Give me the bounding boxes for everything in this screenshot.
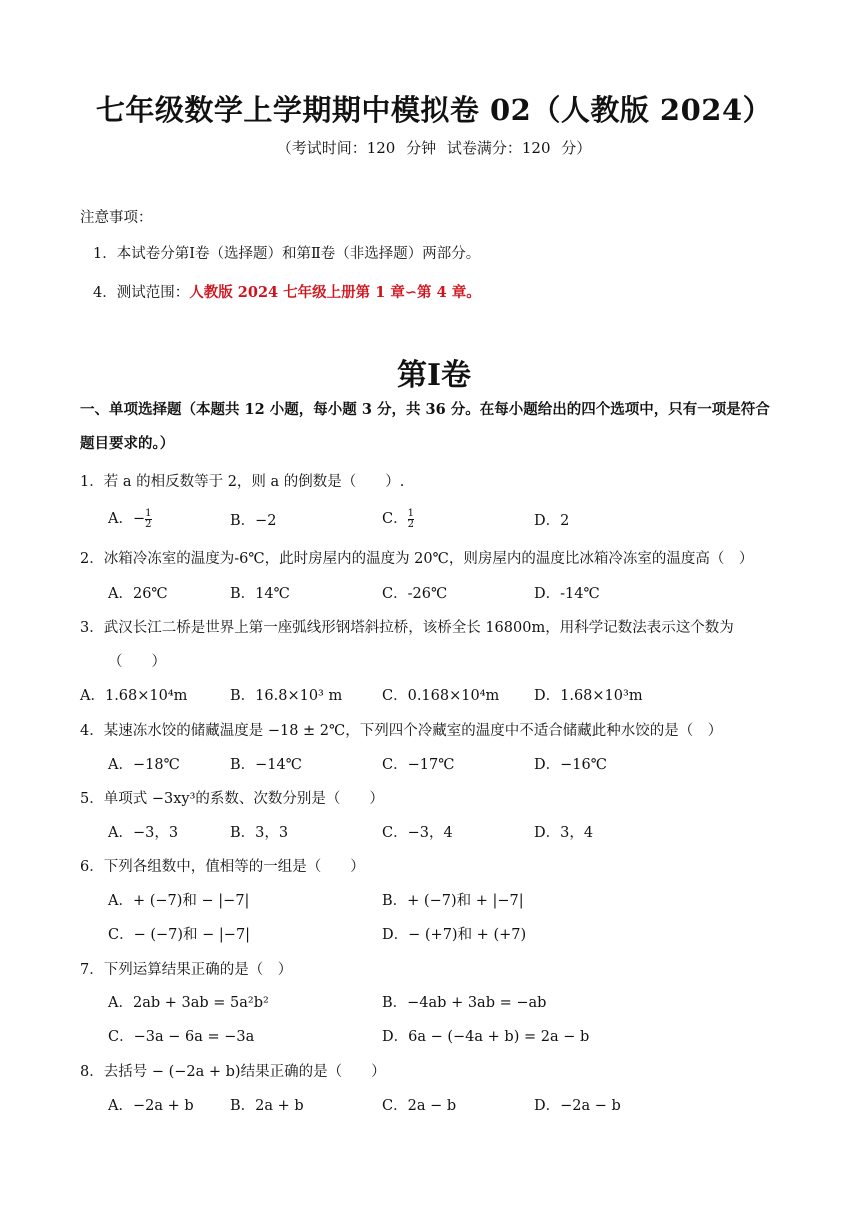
question-3-option-d: D．1.68×10³m xyxy=(534,688,643,704)
page-title: 七年级数学上学期期中模拟卷 02（人教版 2024） xyxy=(95,93,773,127)
question-1-option-a: A．− $\frac{1}{2}$ xyxy=(108,507,152,530)
question-6-option-b: B．+ (−7)和 + |−7| xyxy=(382,893,524,909)
question-7-option-c: C．−3a − 6a = −3a xyxy=(108,1029,255,1045)
question-4-stem: 4．某速冻水饺的储藏温度是 −18 ± 2℃，下列四个冷藏室的温度中不适合储藏此种水饺的是（ ） xyxy=(80,723,723,739)
question-4-option-b: B．−14℃ xyxy=(230,757,302,773)
part-heading-line1: 一、单项选择题（本题共 12 小题，每小题 3 分，共 36 分。在每小题给出的四个选项中，只有一项是符合 xyxy=(80,401,770,418)
question-3-stem-cont: （ ） xyxy=(108,654,166,670)
note-item-1: 1．本试卷分第Ⅰ卷（选择题）和第Ⅱ卷（非选择题）两部分。 xyxy=(93,246,481,262)
question-8-option-c: C．2a − b xyxy=(382,1098,457,1114)
question-1-option-d: D．2 xyxy=(534,513,570,529)
question-3-stem: 3．武汉长江二桥是世界上第一座弧线形钢塔斜拉桥，该桥全长 16800m，用科学记数法表示这个数为 xyxy=(80,620,734,636)
note-item-4 xyxy=(93,281,481,302)
question-4-option-d: D．−16℃ xyxy=(534,757,607,773)
fraction: $\frac{1}{2}$ xyxy=(407,507,414,530)
question-8-option-a: A．−2a + b xyxy=(108,1098,194,1114)
question-2-option-c: C．-26℃ xyxy=(382,586,448,602)
question-1-stem: 1．若 a 的相反数等于 2，则 a 的倒数是（ ）. xyxy=(80,474,405,490)
question-7-option-a: A．2ab + 3ab = 5a²b² xyxy=(108,995,269,1011)
test-range: 人教版 2024 七年级上册第 1 章∽第 4 章。 xyxy=(189,284,481,301)
section-title: 第Ⅰ卷 xyxy=(396,358,472,393)
note-item-4-prefix: 4．测试范围： xyxy=(93,285,190,301)
question-8-option-b: B．2a + b xyxy=(230,1098,304,1114)
question-8-option-d: D．−2a − b xyxy=(534,1098,621,1114)
question-1-option-c: C． $\frac{1}{2}$ xyxy=(382,507,414,530)
question-8-stem: 8．去括号 − (−2a + b)结果正确的是（ ） xyxy=(80,1064,386,1080)
question-4-option-c: C．−17℃ xyxy=(382,757,455,773)
exam-info: （考试时间：120 分钟 试卷满分：120 分） xyxy=(276,139,592,157)
question-7-stem: 7．下列运算结果正确的是（ ） xyxy=(80,962,293,978)
question-1-option-b: B．−2 xyxy=(230,513,277,529)
question-6-option-a: A．+ (−7)和 − |−7| xyxy=(108,893,250,909)
question-4-option-a: A．−18℃ xyxy=(108,757,180,773)
question-5-option-b: B．3，3 xyxy=(230,825,289,841)
question-3-option-a: A．1.68×10⁴m xyxy=(80,688,188,704)
question-2-stem: 2．冰箱冷冻室的温度为-6℃，此时房屋内的温度为 20℃，则房屋内的温度比冰箱冷冻室的温度高（ ） xyxy=(80,551,754,567)
question-6-option-c: C．− (−7)和 − |−7| xyxy=(108,927,251,943)
question-6-option-d: D．− (+7)和 + (+7) xyxy=(382,927,527,943)
question-7-option-b: B．−4ab + 3ab = −ab xyxy=(382,995,547,1011)
question-2-option-a: A．26℃ xyxy=(108,586,168,602)
part-heading-line2: 题目要求的。） xyxy=(80,435,175,452)
question-5-option-d: D．3，4 xyxy=(534,825,594,841)
question-3-option-b: B．16.8×10³ m xyxy=(230,688,343,704)
question-2-option-d: D．-14℃ xyxy=(534,586,600,602)
question-7-option-d: D．6a − (−4a + b) = 2a − b xyxy=(382,1029,590,1045)
fraction: $\frac{1}{2}$ xyxy=(145,507,152,530)
question-3-option-c: C．0.168×10⁴m xyxy=(382,688,500,704)
question-2-option-b: B．14℃ xyxy=(230,586,290,602)
question-5-stem: 5．单项式 −3xy³的系数、次数分别是（ ） xyxy=(80,791,384,807)
notes-heading: 注意事项： xyxy=(80,210,153,226)
question-5-option-c: C．−3，4 xyxy=(382,825,453,841)
question-6-stem: 6．下列各组数中，值相等的一组是（ ） xyxy=(80,859,365,875)
question-5-option-a: A．−3，3 xyxy=(108,825,179,841)
